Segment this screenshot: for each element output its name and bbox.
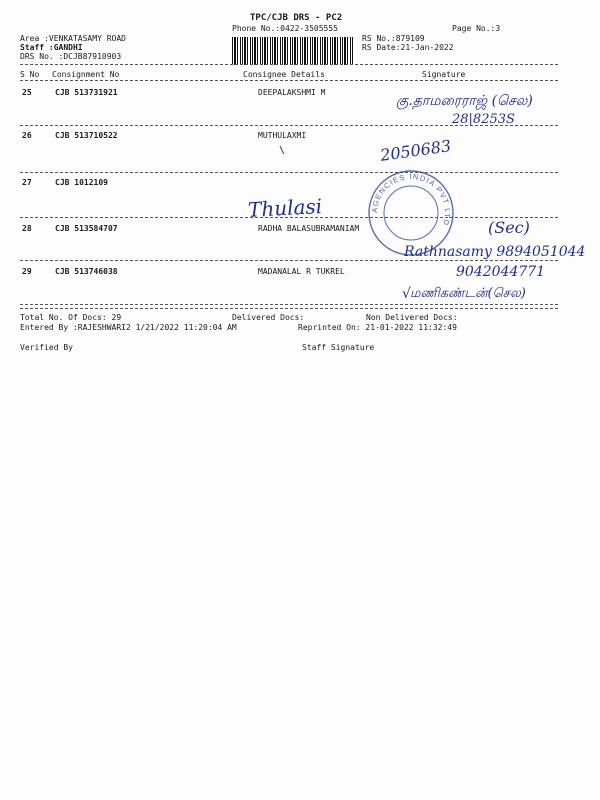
row-consignment: CJB 513731921	[55, 88, 118, 97]
row-consignee: RADHA BALASUBRAMANIAM	[258, 224, 360, 233]
signature-row28-line2: Rathnasamy 9894051044	[404, 244, 586, 260]
col-consignee-header: Consignee Details	[243, 70, 325, 79]
signature-row29: மணிகண்டன்(செல)	[410, 286, 526, 301]
row-sno: 29	[22, 267, 32, 276]
svg-text:AGENCIES INDIA PVT LTD	[370, 172, 452, 227]
row-consignee: MUTHULAXMI	[258, 131, 307, 140]
rs-date: RS Date:21-Jan-2022	[362, 43, 454, 52]
rs-number: RS No.:879109	[362, 34, 425, 43]
reprinted-on: Reprinted On: 21-01-2022 11:32:49	[298, 323, 457, 332]
page-number: Page No.:3	[452, 24, 501, 33]
footer-rule-2	[20, 308, 558, 309]
signature-row27: Thulasi	[247, 194, 323, 222]
row-divider	[20, 172, 558, 173]
entered-by: Entered By :RAJESHWARI2 1/21/2022 11:20:04 AM	[20, 323, 237, 332]
row-consignment: CJB 513710522	[55, 131, 118, 140]
columns-rule	[20, 80, 558, 81]
row-consignment: CJB 513584707	[55, 224, 118, 233]
row-sno: 28	[22, 224, 32, 233]
footer-rule-1	[20, 304, 558, 305]
total-docs: Total No. Of Docs: 29	[20, 313, 122, 322]
tick-mark: \	[279, 145, 286, 156]
signature-row25-line1: கு.தாமரைராஜ் (செல)	[396, 93, 533, 109]
delivered-docs: Delivered Docs:	[232, 313, 305, 322]
col-sno-header: S No	[20, 70, 40, 79]
signature-row25-line2: 28|8253S	[452, 112, 515, 127]
area: Area :VENKATASAMY ROAD	[20, 34, 126, 43]
row-sno: 25	[22, 88, 32, 97]
signature-row28-line3: 9042044771	[456, 264, 546, 280]
signature-row28-line1: (Sec)	[488, 218, 530, 237]
barcode	[232, 37, 354, 65]
check-mark: √	[402, 286, 411, 302]
document-title: TPC/CJB DRS - PC2	[250, 13, 343, 23]
header-rule	[20, 64, 558, 65]
signature-row26: 2050683	[379, 136, 453, 165]
stamp-text: AGENCIES INDIA PVT LTD	[369, 171, 453, 228]
row-sno: 27	[22, 178, 32, 187]
non-delivered-docs: Non Delivered Docs:	[366, 313, 458, 322]
phone-number: Phone No.:0422-3505555	[232, 24, 338, 33]
row-consignment: CJB 513746038	[55, 267, 118, 276]
row-consignee: MADANALAL R TUKREL	[258, 267, 345, 276]
row-sno: 26	[22, 131, 32, 140]
staff: Staff :GANDHI	[20, 43, 83, 52]
col-signature-header: Signature	[422, 70, 466, 79]
row-consignee: DEEPALAKSHMI M	[258, 88, 326, 97]
drs-number: DRS No. :DCJB87910903	[20, 52, 122, 61]
verified-by: Verified By	[20, 343, 73, 352]
col-consignment-header: Consignment No	[52, 70, 120, 79]
row-consignment: CJB 1012109	[55, 178, 108, 187]
staff-signature: Staff Signature	[302, 343, 375, 352]
row-divider	[20, 260, 558, 261]
